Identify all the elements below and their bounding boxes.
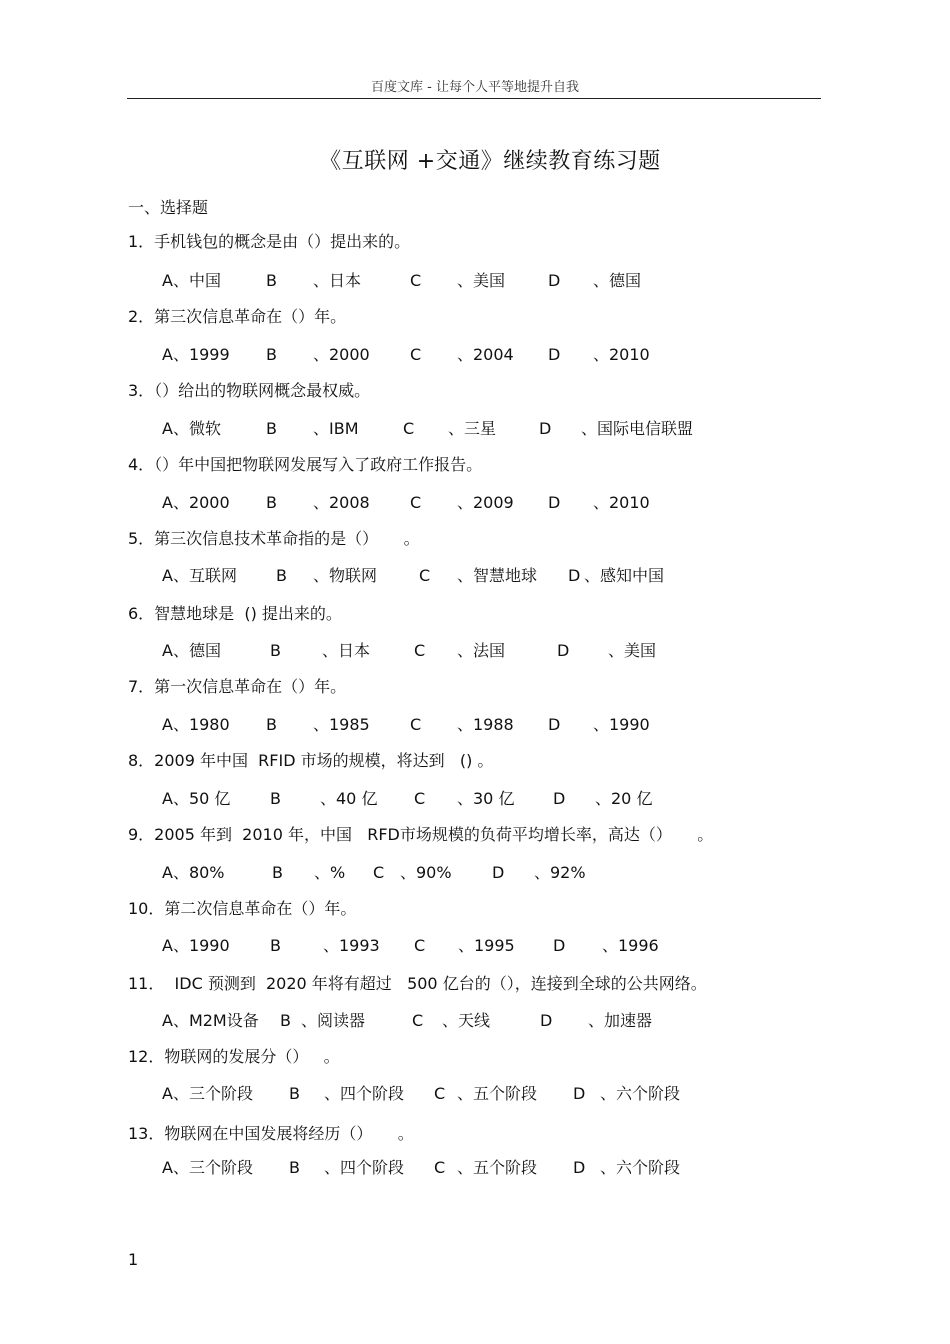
option-c: 、智慧地球 xyxy=(457,566,538,585)
option-a: A、三个阶段 xyxy=(162,1158,253,1177)
option-d: 、20 亿 xyxy=(595,789,653,808)
option-d: 、美国 xyxy=(608,641,657,660)
option-d-letter: D xyxy=(548,271,561,290)
option-c: 、2004 xyxy=(457,345,514,364)
option-d: 、感知中国 xyxy=(584,566,665,585)
option-b-letter: B xyxy=(266,419,277,438)
option-b-letter: B xyxy=(270,641,281,660)
option-d-letter: D xyxy=(573,1084,586,1103)
option-a: A、80% xyxy=(162,863,225,882)
option-d-letter: D xyxy=(557,641,570,660)
option-b: 、40 亿 xyxy=(320,789,378,808)
question-5: 5．第三次信息技术革命指的是（） 。 xyxy=(128,529,420,548)
option-b: 、1993 xyxy=(323,936,380,955)
option-c: 、1988 xyxy=(457,715,514,734)
option-c-letter: C xyxy=(414,789,426,808)
options-8 xyxy=(162,789,862,809)
option-b: 、四个阶段 xyxy=(324,1158,405,1177)
question-6: 6．智慧地球是 () 提出来的。 xyxy=(128,604,342,623)
option-b-letter: B xyxy=(266,271,277,290)
question-9: 9．2005 年到 2010 年，中国 RFD市场规模的负荷平均增长率，高达（） 。 xyxy=(128,825,714,844)
options-4 xyxy=(162,493,862,513)
option-b-letter: B xyxy=(289,1084,300,1103)
page-number: 1 xyxy=(128,1250,139,1269)
question-12: 12．物联网的发展分（） 。 xyxy=(128,1047,340,1066)
option-d-letter: D xyxy=(548,345,561,364)
option-c: 、美国 xyxy=(457,271,506,290)
option-c-letter: C xyxy=(403,419,415,438)
option-d: 、德国 xyxy=(593,271,642,290)
option-c-letter: C xyxy=(410,271,422,290)
option-d: 、六个阶段 xyxy=(600,1158,681,1177)
options-6 xyxy=(162,641,862,661)
option-c: 、90% xyxy=(400,863,452,882)
option-a: A、1980 xyxy=(162,715,230,734)
options-1 xyxy=(162,271,862,291)
option-c-letter: C xyxy=(419,566,431,585)
option-b-letter: B xyxy=(266,345,277,364)
option-d-letter: D xyxy=(539,419,552,438)
option-c-letter: C xyxy=(410,345,422,364)
option-c: 、1995 xyxy=(458,936,515,955)
option-d: 、1996 xyxy=(602,936,659,955)
option-d-letter: D xyxy=(548,493,561,512)
options-2 xyxy=(162,345,862,365)
option-d: 、六个阶段 xyxy=(600,1084,681,1103)
options-7 xyxy=(162,715,862,735)
question-3: 3．（）给出的物联网概念最权威。 xyxy=(128,381,371,400)
question-1: 1．手机钱包的概念是由（）提出来的。 xyxy=(128,232,411,251)
question-11: 11． IDC 预测到 2020 年将有超过 500 亿台的（），连接到全球的公共网络。 xyxy=(128,974,707,993)
option-d-letter: D xyxy=(548,715,561,734)
option-c: 、三星 xyxy=(448,419,497,438)
option-d: 、加速器 xyxy=(588,1011,653,1030)
question-13: 13．物联网在中国发展将经历（） 。 xyxy=(128,1124,414,1143)
option-c: 、五个阶段 xyxy=(457,1158,538,1177)
option-d-letter: D xyxy=(553,936,566,955)
option-d: 、2010 xyxy=(593,345,650,364)
options-9 xyxy=(162,863,862,883)
option-c-letter: C xyxy=(434,1158,446,1177)
option-b-letter: B xyxy=(280,1011,291,1030)
option-a: A、1990 xyxy=(162,936,230,955)
option-c: 、2009 xyxy=(457,493,514,512)
option-d-letter: D xyxy=(553,789,566,808)
question-7: 7．第一次信息革命在（）年。 xyxy=(128,677,347,696)
question-4: 4．（）年中国把物联网发展写入了政府工作报告。 xyxy=(128,455,483,474)
option-b: 、日本 xyxy=(322,641,371,660)
options-11 xyxy=(162,1011,862,1031)
option-a: A、1999 xyxy=(162,345,230,364)
option-a: A、50 亿 xyxy=(162,789,231,808)
option-d: 、92% xyxy=(534,863,586,882)
option-d: 、1990 xyxy=(593,715,650,734)
page-header: 百度文库 - 让每个人平等地提升自我 xyxy=(371,80,579,95)
option-c-letter: C xyxy=(412,1011,424,1030)
option-c: 、法国 xyxy=(457,641,506,660)
option-b-letter: B xyxy=(266,715,277,734)
option-c-letter: C xyxy=(410,715,422,734)
option-b: 、1985 xyxy=(313,715,370,734)
option-b-letter: B xyxy=(266,493,277,512)
option-d-letter: D xyxy=(540,1011,553,1030)
option-b: 、物联网 xyxy=(313,566,378,585)
option-b-letter: B xyxy=(270,789,281,808)
option-d-letter: D xyxy=(568,566,581,585)
option-a: A、微软 xyxy=(162,419,221,438)
option-c-letter: C xyxy=(373,863,385,882)
option-a: A、德国 xyxy=(162,641,221,660)
option-c: 、五个阶段 xyxy=(457,1084,538,1103)
option-c-letter: C xyxy=(410,493,422,512)
header-rule xyxy=(127,98,821,99)
option-d: 、国际电信联盟 xyxy=(581,419,694,438)
options-5 xyxy=(162,566,862,586)
option-a: A、中国 xyxy=(162,271,221,290)
option-c: 、天线 xyxy=(442,1011,491,1030)
option-b-letter: B xyxy=(289,1158,300,1177)
document-title: 《互联网 +交通》继续教育练习题 xyxy=(319,149,661,174)
option-b-letter: B xyxy=(276,566,287,585)
section-heading: 一、选择题 xyxy=(128,198,209,217)
option-b: 、四个阶段 xyxy=(324,1084,405,1103)
option-b: 、% xyxy=(314,863,346,882)
options-3 xyxy=(162,419,862,439)
option-d-letter: D xyxy=(492,863,505,882)
option-c-letter: C xyxy=(414,936,426,955)
option-d: 、2010 xyxy=(593,493,650,512)
option-c-letter: C xyxy=(434,1084,446,1103)
question-2: 2．第三次信息革命在（）年。 xyxy=(128,307,347,326)
option-a: A、三个阶段 xyxy=(162,1084,253,1103)
options-10 xyxy=(162,936,862,956)
option-b: 、2000 xyxy=(313,345,370,364)
question-8: 8．2009 年中国 RFID 市场的规模，将达到 () 。 xyxy=(128,751,494,770)
option-b: 、IBM xyxy=(313,419,359,438)
option-a: A、M2M设备 xyxy=(162,1011,259,1030)
option-b: 、2008 xyxy=(313,493,370,512)
option-d-letter: D xyxy=(573,1158,586,1177)
option-b: 、日本 xyxy=(313,271,362,290)
options-12 xyxy=(162,1084,862,1104)
option-b-letter: B xyxy=(272,863,283,882)
option-c-letter: C xyxy=(414,641,426,660)
option-b-letter: B xyxy=(270,936,281,955)
option-c: 、30 亿 xyxy=(457,789,515,808)
option-a: A、2000 xyxy=(162,493,230,512)
question-10: 10．第二次信息革命在（）年。 xyxy=(128,899,357,918)
option-b: 、阅读器 xyxy=(301,1011,366,1030)
options-13 xyxy=(162,1158,862,1178)
option-a: A、互联网 xyxy=(162,566,237,585)
